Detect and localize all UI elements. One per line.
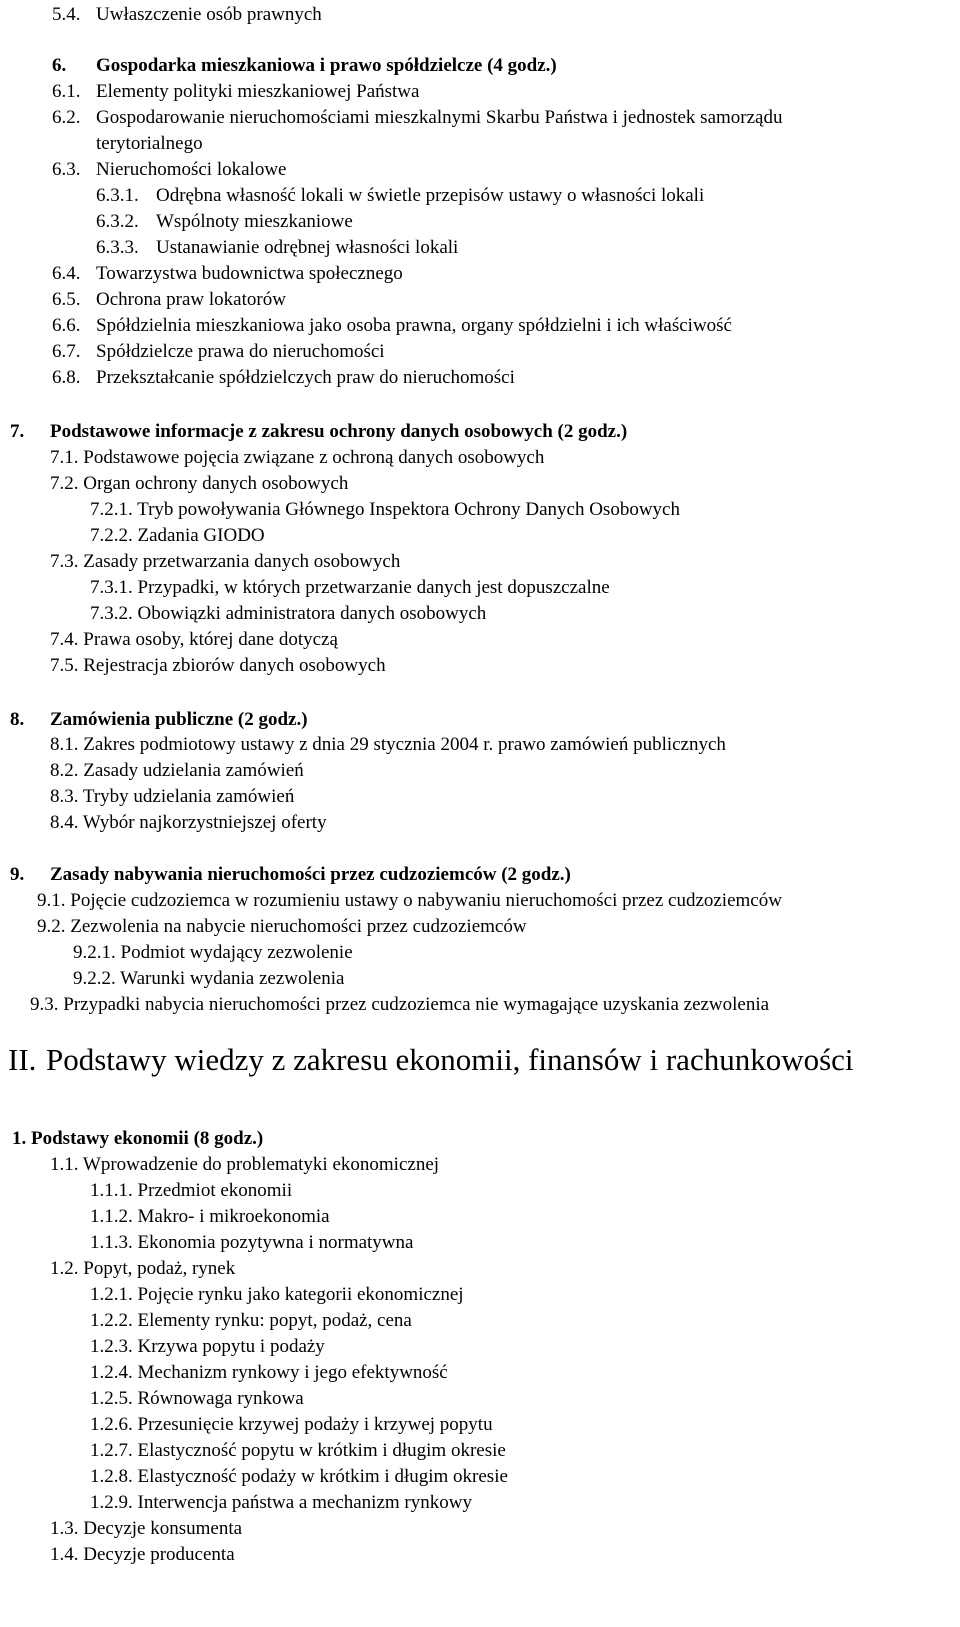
outline-text: Wspólnoty mieszkaniowe xyxy=(156,211,353,232)
outline-line xyxy=(90,1284,464,1306)
outline-line xyxy=(50,786,294,808)
outline-line xyxy=(50,629,338,651)
outline-line xyxy=(96,133,203,155)
outline-text: Uwłaszczenie osób prawnych xyxy=(96,4,322,25)
outline-line xyxy=(12,1128,263,1150)
outline-line xyxy=(90,1362,448,1384)
outline-number: 9. xyxy=(10,864,25,885)
outline-number: 7. xyxy=(10,421,25,442)
outline-line xyxy=(50,551,400,573)
outline-text: 7.3. Zasady przetwarzania danych osobowych xyxy=(50,551,401,572)
outline-text: 9.2.1. Podmiot wydający zezwolenie xyxy=(73,942,353,963)
outline-line xyxy=(52,107,782,129)
outline-line xyxy=(90,1440,506,1462)
outline-text: 1.2. Popyt, podaż, rynek xyxy=(50,1258,236,1279)
outline-number: 6.1. xyxy=(52,81,81,102)
outline-text: terytorialnego xyxy=(96,133,203,154)
outline-line xyxy=(50,1154,439,1176)
outline-text: 1. Podstawy ekonomii (8 godz.) xyxy=(12,1128,264,1149)
outline-number: 8. xyxy=(10,709,25,730)
outline-text: Ochrona praw lokatorów xyxy=(96,289,286,310)
outline-line xyxy=(90,577,610,599)
outline-line xyxy=(90,1232,413,1254)
outline-line xyxy=(50,812,327,834)
outline-line xyxy=(37,916,527,938)
outline-text: 1.2.7. Elastyczność popytu w krótkim i długim okresie xyxy=(90,1440,506,1461)
outline-line xyxy=(50,1258,235,1280)
outline-text: 8.2. Zasady udzielania zamówień xyxy=(50,760,304,781)
outline-text: Nieruchomości lokalowe xyxy=(96,159,287,180)
outline-text: 9.3. Przypadki nabycia nieruchomości przez cudzoziemca nie wymagające uzyskania zezwolenia xyxy=(30,994,770,1015)
outline-text: Zamówienia publiczne (2 godz.) xyxy=(50,709,308,730)
outline-line xyxy=(90,1414,493,1436)
outline-text: Elementy polityki mieszkaniowej Państwa xyxy=(96,81,420,102)
outline-line xyxy=(52,367,515,389)
outline-text: 1.2.4. Mechanizm rynkowy i jego efektywność xyxy=(90,1362,448,1383)
outline-text: 8.4. Wybór najkorzystniejszej oferty xyxy=(50,812,327,833)
outline-line xyxy=(52,159,286,181)
outline-text: 8.3. Tryby udzielania zamówień xyxy=(50,786,295,807)
outline-number: II. xyxy=(8,1042,37,1077)
outline-line xyxy=(90,1336,325,1358)
outline-line xyxy=(52,4,322,26)
outline-line xyxy=(52,289,286,311)
outline-line xyxy=(52,55,557,77)
outline-line xyxy=(50,760,304,782)
outline-text: 7.1. Podstawowe pojęcia związane z ochroną danych osobowych xyxy=(50,447,545,468)
outline-line xyxy=(96,211,353,233)
outline-text: 7.3.1. Przypadki, w których przetwarzanie danych jest dopuszczalne xyxy=(90,577,610,598)
outline-text: 9.2.2. Warunki wydania zezwolenia xyxy=(73,968,345,989)
outline-text: 9.1. Pojęcie cudzoziemca w rozumieniu ustawy o nabywaniu nieruchomości przez cudzoziemców xyxy=(37,890,782,911)
outline-line xyxy=(90,1206,330,1228)
outline-line xyxy=(90,499,680,521)
outline-text: Zasady nabywania nieruchomości przez cudzoziemców (2 godz.) xyxy=(50,864,571,885)
outline-text: 1.2.9. Interwencja państwa a mechanizm rynkowy xyxy=(90,1492,472,1513)
outline-line xyxy=(30,994,769,1016)
outline-text: 1.1. Wprowadzenie do problematyki ekonomicznej xyxy=(50,1154,440,1175)
outline-text: Towarzystwa budownictwa społecznego xyxy=(96,263,403,284)
outline-line xyxy=(52,341,385,363)
outline-line xyxy=(10,421,627,443)
outline-line xyxy=(73,968,344,990)
outline-text: 1.2.8. Elastyczność podaży w krótkim i długim okresie xyxy=(90,1466,508,1487)
outline-text: 7.5. Rejestracja zbiorów danych osobowych xyxy=(50,655,386,676)
outline-number: 5.4. xyxy=(52,4,81,25)
outline-text: 1.2.5. Równowaga rynkowa xyxy=(90,1388,304,1409)
outline-line xyxy=(90,1388,304,1410)
outline-number: 6.5. xyxy=(52,289,81,310)
outline-text: 9.2. Zezwolenia na nabycie nieruchomości przez cudzoziemców xyxy=(37,916,527,937)
outline-text: 1.1.2. Makro- i mikroekonomia xyxy=(90,1206,330,1227)
outline-number: 6.8. xyxy=(52,367,81,388)
outline-text: Przekształcanie spółdzielczych praw do nieruchomości xyxy=(96,367,515,388)
outline-line xyxy=(10,864,571,886)
outline-line xyxy=(50,447,544,469)
outline-text: 1.1.3. Ekonomia pozytywna i normatywna xyxy=(90,1232,414,1253)
outline-number: 6.6. xyxy=(52,315,81,336)
outline-text: 1.2.1. Pojęcie rynku jako kategorii ekonomicznej xyxy=(90,1284,464,1305)
outline-number: 6.3.3. xyxy=(96,237,139,258)
outline-text: 7.2. Organ ochrony danych osobowych xyxy=(50,473,349,494)
outline-text: Ustanawianie odrębnej własności lokali xyxy=(156,237,459,258)
outline-text: 1.2.3. Krzywa popytu i podaży xyxy=(90,1336,325,1357)
outline-text: 7.4. Prawa osoby, której dane dotyczą xyxy=(50,629,338,650)
outline-line xyxy=(90,1492,472,1514)
outline-text: Odrębna własność lokali w świetle przepisów ustawy o własności lokali xyxy=(156,185,705,206)
outline-text: Gospodarka mieszkaniowa i prawo spółdzielcze (4 godz.) xyxy=(96,55,557,76)
outline-text: 1.1.1. Przedmiot ekonomii xyxy=(90,1180,293,1201)
outline-line xyxy=(90,1310,412,1332)
outline-text: 7.3.2. Obowiązki administratora danych osobowych xyxy=(90,603,487,624)
outline-text: 1.4. Decyzje producenta xyxy=(50,1544,235,1565)
outline-number: 6.3.1. xyxy=(96,185,139,206)
outline-line xyxy=(52,263,403,285)
outline-text: 1.3. Decyzje konsumenta xyxy=(50,1518,243,1539)
outline-line xyxy=(50,734,726,756)
outline-line xyxy=(50,1518,242,1540)
outline-line xyxy=(50,473,348,495)
outline-text: 8.1. Zakres podmiotowy ustawy z dnia 29 stycznia 2004 r. prawo zamówień publicznych xyxy=(50,734,726,755)
outline-text: Spółdzielcze prawa do nieruchomości xyxy=(96,341,385,362)
outline-line xyxy=(90,603,486,625)
outline-number: 6.4. xyxy=(52,263,81,284)
outline-number: 6.3. xyxy=(52,159,81,180)
outline-text: Spółdzielnia mieszkaniowa jako osoba prawna, organy spółdzielni i ich właściwość xyxy=(96,315,732,336)
outline-text: 1.2.6. Przesunięcie krzywej podaży i krzywej popytu xyxy=(90,1414,493,1435)
outline-text: Podstawowe informacje z zakresu ochrony danych osobowych (2 godz.) xyxy=(50,421,628,442)
outline-line xyxy=(8,1043,854,1077)
outline-line xyxy=(37,890,782,912)
outline-line xyxy=(90,1180,292,1202)
outline-number: 6.3.2. xyxy=(96,211,139,232)
outline-line xyxy=(50,1544,235,1566)
outline-text: Gospodarowanie nieruchomościami mieszkalnymi Skarbu Państwa i jednostek samorządu xyxy=(96,107,783,128)
outline-number: 6.7. xyxy=(52,341,81,362)
outline-number: 6. xyxy=(52,55,67,76)
outline-line xyxy=(52,81,419,103)
outline-text: Podstawy wiedzy z zakresu ekonomii, finansów i rachunkowości xyxy=(46,1042,854,1077)
outline-line xyxy=(90,1466,508,1488)
outline-line xyxy=(73,942,353,964)
outline-line xyxy=(96,237,458,259)
outline-line xyxy=(52,315,732,337)
outline-number: 6.2. xyxy=(52,107,81,128)
outline-text: 1.2.2. Elementy rynku: popyt, podaż, cena xyxy=(90,1310,412,1331)
outline-line xyxy=(10,709,308,731)
outline-line xyxy=(50,655,386,677)
outline-line xyxy=(90,525,265,547)
outline-text: 7.2.1. Tryb powoływania Głównego Inspektora Ochrony Danych Osobowych xyxy=(90,499,680,520)
outline-line xyxy=(96,185,704,207)
outline-text: 7.2.2. Zadania GIODO xyxy=(90,525,265,546)
